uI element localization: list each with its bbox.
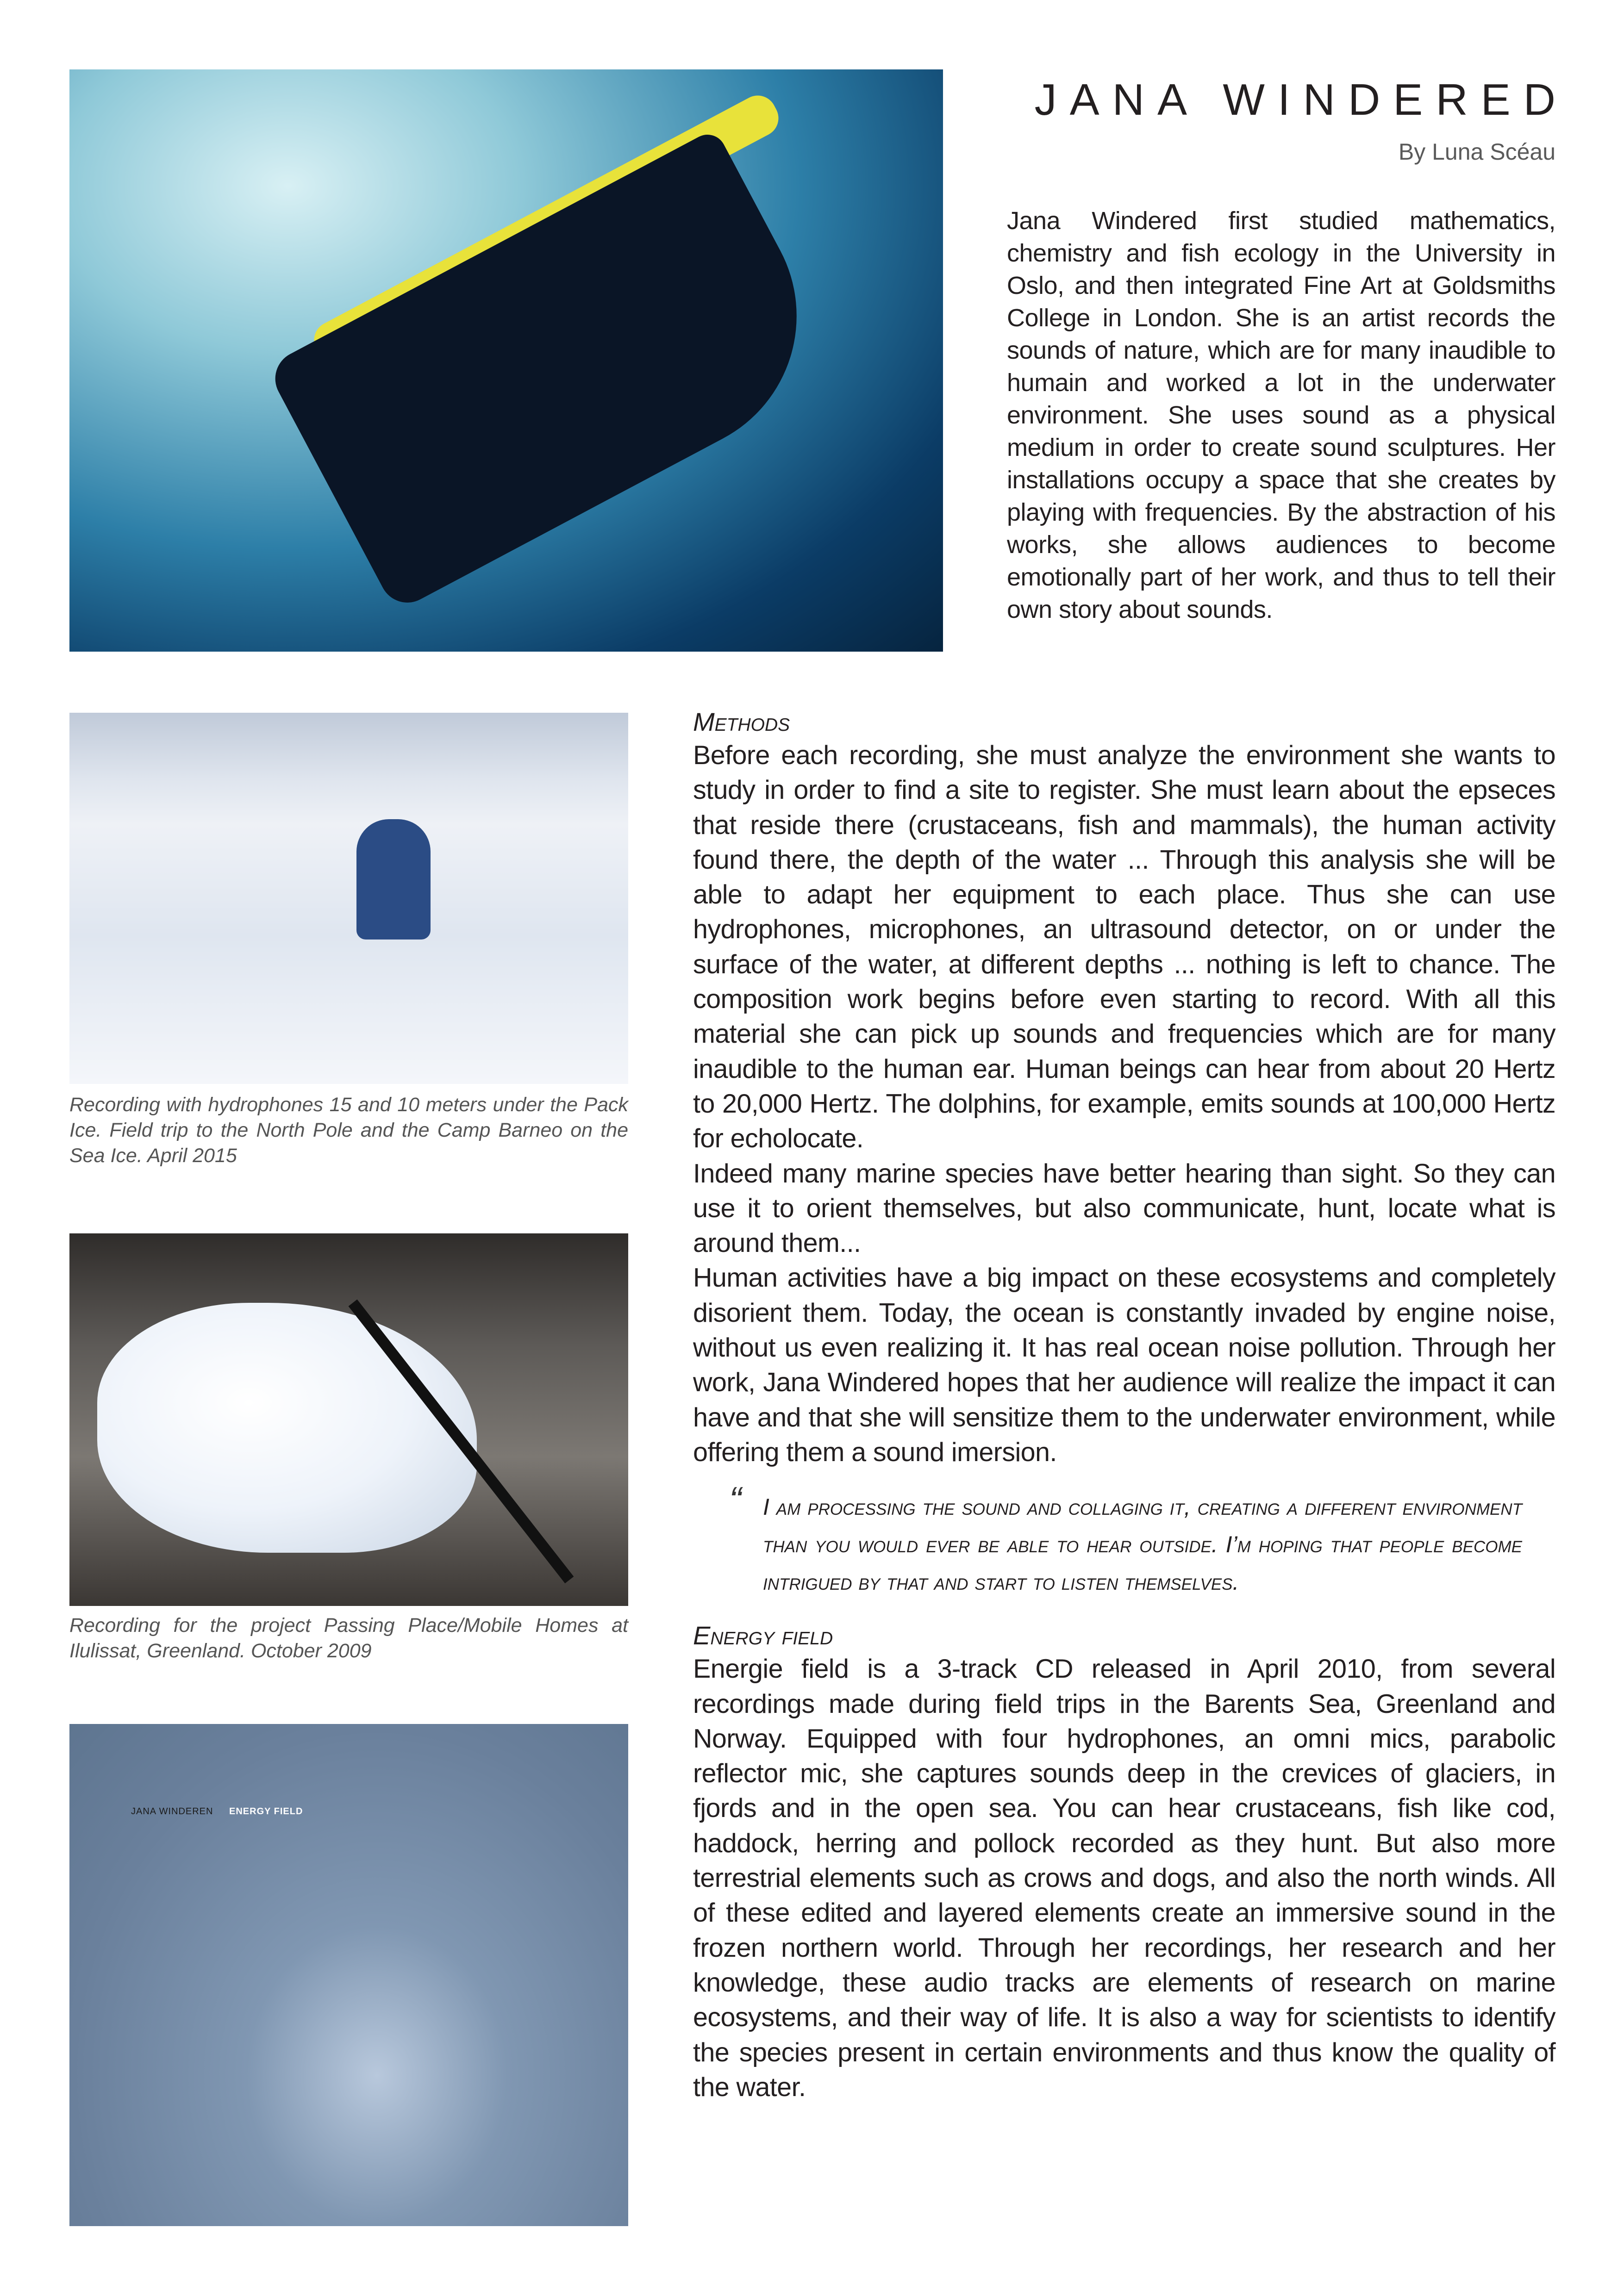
methods-paragraph: Before each recording, she must analyze the environment she wants to study in order to find a site to register. She must learn about the epseces that reside there (crustaceans, fish and mammals), the human activity found there, the depth of the water ... Through this analysis she will be able to adapt her equipment to each place. Thus she can use hydrophones, microphones, an ultrasound detector, on or under the surface of the water, at different depths ... nothing is left to chance. The composition work begins before even starting to record. With all this material she can pick up sounds and frequencies which are for many inaudible to the human ear. Human beings can hear from about 20 Hertz to 20,000 Hertz. The dolphins, for example, emits sounds at 100,000 Hertz for echolocate. [693, 740, 1555, 1154]
cd-artist: JANA WINDEREN [131, 1806, 213, 1817]
pack-ice-recording-photo [69, 713, 628, 1084]
energy-field-body: Energie field is a 3-track CD released in April 2010, from several recordings made during field trips in the Barents Sea, Greenland and Norway. Equipped with four hydrophones, an omni mics, parabolic reflector mic, she captures sounds deep in the crevices of glaciers, in fjords and in the open sea. You can hear crustaceans, fish like cod, haddock, herring and pollock recorded as they hunt. But also more terrestrial elements such as crows and dogs, and also the north winds. All of these edited and layered elements create an immersive sound in the frozen northern world. Through her recordings, her research and her knowledge, these audio tracks are elements of research on marine ecosystems, and their way of life. It is also a way for scientists to identify the species present in certain environments and thus know the quality of the water. [693, 1654, 1555, 2102]
quote-mark-icon: “ [729, 1479, 742, 1521]
photo-caption-floe: Recording for the project Passing Place/Mobile Homes at Ilulissat, Greenland. October 2009 [69, 1614, 628, 1662]
cd-cover-image [69, 1724, 628, 2226]
article-title: JANA WINDERED [1034, 75, 1568, 124]
ice-floe-photo [69, 1233, 628, 1606]
methods-heading: Methods [693, 707, 790, 736]
ice-floe [97, 1303, 477, 1553]
pull-quote: I am processing the sound and collaging it, creating a different environment than you would ever be able to hear outside. I’m hoping that people become intrigued by that and start to listen themselves. [763, 1494, 1522, 1595]
intro-paragraph: Jana Windered first studied mathematics, chemistry and fish ecology in the University in Oslo, and then integrated Fine Art at Goldsmiths College in London. She is an artist records the sounds of nature, which are for many inaudible to humain and worked a lot in the underwater environment. She uses sound as a physical medium in order to create sound sculptures. Her installations occupy a space that she creates by playing with frequencies. By the abstraction of his works, she allows audiences to become emotionally part of her work, and thus to tell their own story about sounds. [1007, 207, 1555, 623]
cd-title: ENERGY FIELD [229, 1806, 303, 1817]
energy-field-heading: Energy field [693, 1621, 833, 1650]
pull-quote-block [729, 1479, 1522, 1601]
person-figure [356, 819, 431, 940]
article-column [693, 74, 1568, 2105]
byline: By Luna Scéau [1398, 139, 1555, 165]
methods-paragraph: Indeed many marine species have better hearing than sight. So they can use it to orient themselves, but also communicate, hunt, locate what is around them... [693, 1158, 1555, 1258]
photo-caption-ice: Recording with hydrophones 15 and 10 meters under the Pack Ice. Field trip to the North Pole and the Camp Barneo on the Sea Ice. April 2015 [69, 1094, 628, 1167]
methods-body [693, 738, 1555, 1470]
methods-paragraph: Human activities have a big impact on these ecosystems and completely disorient them. Today, the ocean is constantly invaded by engine noise, without us even realizing it. It has real ocean noise pollution. Through her work, Jana Windered hopes that her audience will realize the impact it can have and that she will sensitize them to the underwater environment, while offering them a sound imersion. [693, 1263, 1555, 1467]
article-header [1007, 74, 1568, 706]
